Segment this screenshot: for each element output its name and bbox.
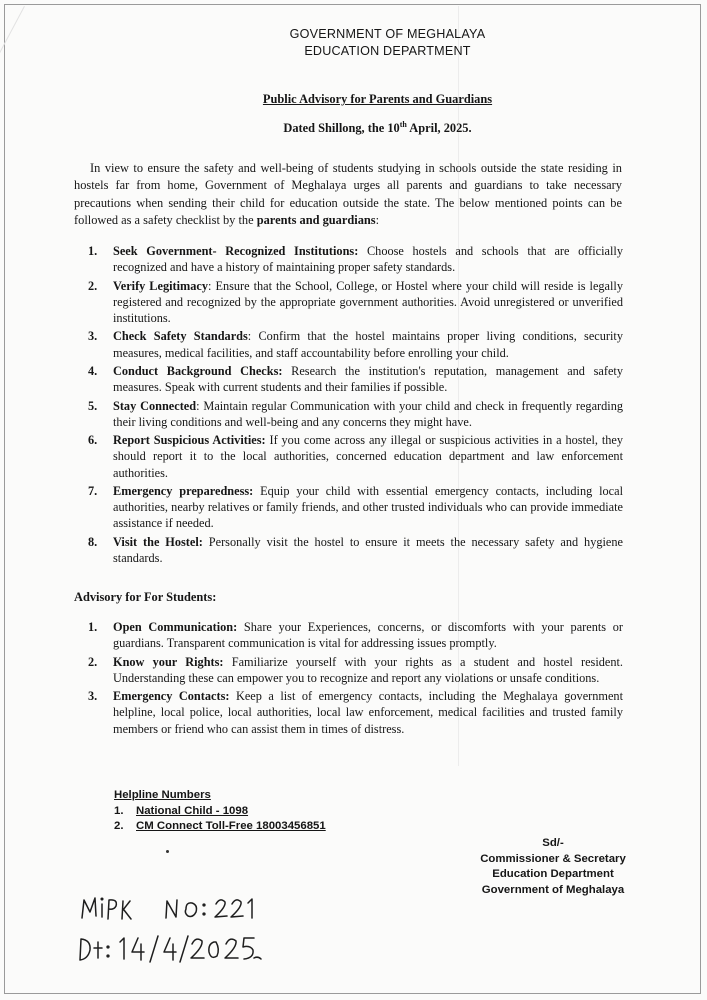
advisory-title: Public Advisory for Parents and Guardians [262, 92, 493, 106]
item-lead: Emergency Contacts: [113, 689, 230, 704]
item-text: Familiarize yourself with your rights as a student and hostel resident. Understanding these can empower you to recognize and report any violations or unsafe conditions. [113, 654, 624, 685]
dated-suffix: April, 2025. [406, 121, 472, 136]
dated-sup: th [399, 120, 407, 129]
item-text: Personally visit the hostel to ensure it meets the necessary safety and hygiene standards. [113, 534, 623, 565]
item-number: 3. [88, 329, 98, 344]
item-text: Choose hostels and schools that are officially recognized and have a history of maintaining proper safety standards. [113, 244, 623, 275]
helpline-number-index: 2. [114, 820, 124, 832]
list-item [88, 432, 623, 481]
helpline-national-child: National Child - 1098 [136, 804, 249, 817]
item-text: : Ensure that the School, College, or Hostel where your child will reside is legally registered and recognized by the appropriate government authorities. Avoid unregistered or unverified institutions. [113, 278, 623, 325]
item-lead: Verify Legitimacy [113, 278, 209, 293]
scan-speck [166, 850, 169, 853]
item-text: Keep a list of emergency contacts, including the Meghalaya government helpline, local police, local authorities, local law enforcement, medical facilities and trusted family members or friend who can assist them in times of distress. [113, 689, 623, 736]
students-advisory [88, 619, 623, 739]
intro-paragraph [74, 160, 622, 229]
list-item [88, 619, 623, 651]
item-number: 6. [88, 433, 98, 448]
item-number: 3. [88, 689, 98, 704]
students-heading: Advisory for For Students: [74, 590, 217, 604]
list-item [88, 328, 623, 360]
helpline-item [114, 804, 326, 820]
item-text: Equip your child with essential emergency contacts, including local authorities, nearby relatives or family friends, and other trusted individuals who can provide immediate assistance if needed. [113, 483, 623, 531]
item-lead: Know your Rights: [113, 654, 224, 669]
item-lead: Report Suspicious Activities: [113, 433, 266, 448]
item-lead: Check Safety Standards [113, 329, 248, 344]
helpline-cm-connect: CM Connect Toll-Free 18003456851 [136, 820, 326, 832]
item-lead: Emergency preparedness: [113, 483, 254, 498]
signature-sd: Sd/- [542, 837, 564, 849]
intro-end: : [375, 212, 380, 227]
list-item [88, 243, 623, 275]
signature-government: Government of Meghalaya [481, 883, 625, 896]
item-number: 4. [88, 363, 98, 378]
signature-block [470, 836, 636, 898]
signature-designation: Commissioner & Secretary [480, 852, 626, 865]
item-lead: Conduct Background Checks: [113, 363, 283, 378]
item-number: 8. [88, 534, 98, 549]
parents-checklist [88, 243, 623, 568]
signature-department: Education Department [492, 868, 614, 881]
item-lead: Seek Government- Recognized Institutions: [113, 244, 359, 258]
document-header [34, 26, 707, 60]
item-lead: Visit the Hostel: [113, 534, 203, 549]
item-number: 1. [88, 620, 98, 634]
item-lead: Open Communication: [113, 620, 238, 634]
list-item [88, 534, 623, 566]
item-number: 5. [88, 398, 98, 413]
list-item [88, 363, 623, 395]
list-item [88, 654, 623, 686]
item-lead: Stay Connected [113, 398, 197, 413]
helpline-title: Helpline Numbers [114, 789, 211, 801]
item-number: 1. [88, 244, 98, 258]
item-text: Research the institution's reputation, management and safety measures. Speak with current students and their families if possible. [113, 363, 623, 395]
handwritten-note [78, 892, 288, 972]
intro-text: In view to ensure the safety and well-being of students studying in schools outside the state residing in hostels far from home, Government of Meghalaya urges all parents and guardians to take necessary precautions when sending their child for education outside the state. The below mentioned points can be followed as a safety checklist by the [74, 161, 622, 227]
helpline-section [114, 788, 326, 835]
intro-bold: parents and guardians [256, 212, 376, 227]
item-text: : Maintain regular Communication with your child and check in frequently regarding their living conditions and well-being and any concerns they might have. [113, 398, 623, 429]
header-government: GOVERNMENT OF MEGHALAYA [289, 27, 486, 41]
item-number: 2. [88, 654, 98, 669]
item-number: 2. [88, 278, 98, 293]
helpline-number-index: 1. [114, 804, 124, 817]
list-item [88, 278, 623, 327]
item-text: : Confirm that the hostel maintains proper living conditions, security measures, medical facilities, and staff accountability before enrolling your child. [113, 329, 623, 360]
helpline-item [114, 819, 326, 835]
item-number: 7. [88, 483, 98, 498]
list-item [88, 688, 623, 737]
dated-prefix: Dated Shillong, the 10 [283, 121, 400, 136]
item-text: Share your Experiences, concerns, or discomforts with your parents or guardians. Transparent communication is vital for addressing issues promptly. [113, 620, 623, 651]
list-item [88, 398, 623, 430]
header-department: EDUCATION DEPARTMENT [304, 44, 471, 58]
item-text: If you come across any illegal or suspicious activities in a hostel, they should report it to the local authorities, concerned education department and law enforcement authorities. [113, 433, 623, 480]
list-item [88, 483, 623, 532]
dated-line [24, 120, 707, 136]
